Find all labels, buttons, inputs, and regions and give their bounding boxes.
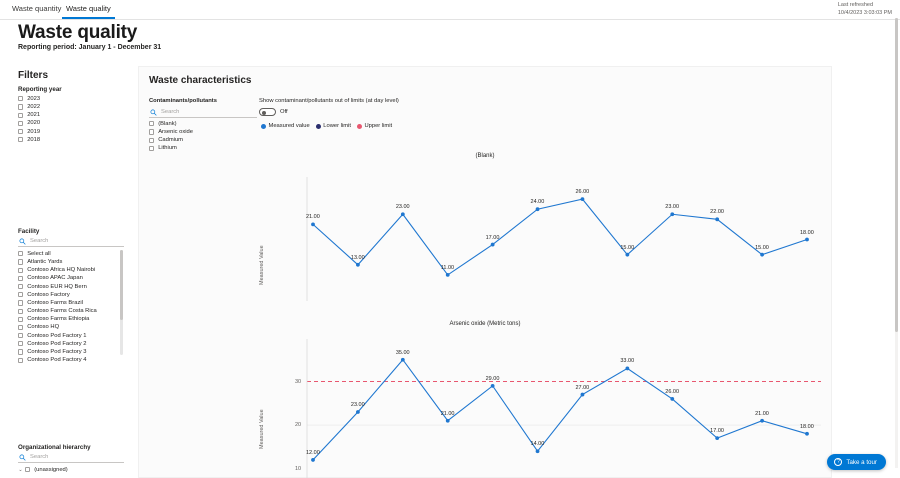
data-label: 18.00: [800, 423, 814, 430]
data-label: 17.00: [485, 234, 500, 241]
org-hierarchy-search-placeholder: Search: [30, 454, 49, 460]
legend-label: Lower limit: [323, 123, 351, 129]
facility-item-label: Contoso APAC Japan: [27, 275, 83, 282]
facility-item[interactable]: [18, 299, 97, 307]
facility-item[interactable]: [18, 340, 97, 348]
checkbox[interactable]: [18, 300, 23, 305]
checkbox[interactable]: [18, 104, 23, 109]
checkbox[interactable]: [18, 292, 23, 297]
contaminant-item[interactable]: [149, 136, 193, 144]
facility-item[interactable]: [18, 283, 97, 291]
checkbox[interactable]: [18, 349, 23, 354]
legend-color-dot: [357, 124, 362, 129]
facility-item[interactable]: [18, 324, 97, 332]
data-label: 24.00: [530, 199, 545, 206]
legend-color-dot: [261, 124, 266, 129]
search-icon: [18, 237, 27, 246]
facility-item-label: Contoso Farms Ethiopia: [27, 316, 90, 323]
facility-item[interactable]: [18, 258, 97, 266]
checkbox[interactable]: [18, 284, 23, 289]
data-label: 21.00: [440, 410, 455, 417]
tab-waste-quality[interactable]: Waste quality: [62, 2, 115, 19]
contaminant-item-label: (Blank): [158, 120, 177, 127]
contaminant-item[interactable]: [149, 128, 193, 136]
facility-item[interactable]: [18, 250, 97, 258]
reporting-year-item-label: 2019: [27, 128, 41, 135]
facility-item[interactable]: [18, 348, 97, 356]
last-refreshed-value: 10/4/2023 3:03:03 PM: [837, 10, 892, 16]
tab-bar: [0, 0, 900, 20]
y-tick-label: 20: [295, 422, 302, 429]
tab-waste-quantity[interactable]: Waste quantity: [12, 4, 62, 13]
facility-item-label: Contoso Africa HQ Nairobi: [27, 267, 96, 274]
reporting-year-item-label: 2022: [27, 103, 41, 110]
chart-2-y-axis-title: Measured Value: [259, 409, 265, 449]
data-label: 21.00: [306, 214, 320, 221]
legend-label: Upper limit: [364, 123, 393, 129]
contaminants-list[interactable]: [149, 120, 193, 153]
checkbox[interactable]: [149, 138, 154, 143]
page-subtitle: Reporting period: January 1 - December 31: [18, 44, 162, 51]
checkbox[interactable]: [18, 129, 23, 134]
data-label: 18.00: [800, 229, 814, 236]
contaminant-item-label: Cadmium: [158, 137, 183, 144]
facility-item[interactable]: [18, 291, 97, 299]
checkbox[interactable]: [18, 309, 23, 314]
out-of-limits-toggle-label: Show contaminant/pollutants out of limits (at day level): [259, 98, 399, 104]
checkbox[interactable]: [18, 113, 23, 118]
contaminants-search-placeholder: Search: [161, 109, 180, 115]
contaminant-item-label: Lithium: [158, 145, 177, 152]
checkbox[interactable]: [25, 467, 30, 472]
last-refreshed-label: Last refreshed: [837, 2, 874, 8]
contaminant-item-label: Arsenic oxide: [158, 128, 193, 135]
facility-search-input[interactable]: [18, 236, 124, 247]
page-scrollbar-thumb[interactable]: [895, 18, 898, 332]
checkbox[interactable]: [18, 317, 23, 322]
question-icon: ?: [834, 458, 842, 466]
data-label: 23.00: [665, 204, 680, 211]
checkbox[interactable]: [18, 259, 23, 264]
data-label: 11.00: [440, 264, 455, 271]
chart-2-title: Arsenic oxide (Metric tons): [449, 321, 521, 327]
toggle-knob: [262, 111, 266, 115]
facility-item-label: Contoso Pod Factory 1: [27, 332, 87, 339]
data-label: 23.00: [395, 204, 410, 211]
data-label: 17.00: [710, 428, 724, 435]
chart-legend[interactable]: [261, 123, 398, 129]
toggle-state-label: Off: [280, 109, 288, 115]
filter-org-hierarchy-label: Organizational hierarchy: [18, 444, 91, 451]
reporting-year-item-label: 2020: [27, 120, 41, 127]
facility-search-placeholder: Search: [30, 238, 49, 244]
search-icon: [149, 108, 158, 117]
data-label: 22.00: [710, 209, 724, 216]
facility-item-label: Contoso EUR HQ Bern: [27, 283, 87, 290]
filter-facility-list[interactable]: [18, 250, 97, 365]
data-label: 35.00: [395, 349, 410, 356]
y-tick-label: 10: [295, 465, 302, 472]
checkbox[interactable]: [149, 121, 154, 126]
data-label: 12.00: [306, 449, 320, 456]
checkbox[interactable]: [18, 121, 23, 126]
facility-item-label: Contoso Pod Factory 2: [27, 340, 87, 347]
checkbox[interactable]: [18, 341, 23, 346]
legend-color-dot: [316, 124, 321, 129]
checkbox[interactable]: [18, 358, 23, 363]
checkbox[interactable]: [18, 268, 23, 273]
facility-item[interactable]: [18, 307, 97, 315]
chart-1-plot: [139, 161, 833, 341]
reporting-year-item[interactable]: [18, 128, 40, 136]
facility-item-label: Contoso Farms Brazil: [27, 299, 83, 306]
data-label: 15.00: [755, 244, 769, 251]
legend-item[interactable]: [261, 123, 310, 129]
last-refreshed: [838, 1, 892, 17]
checkbox[interactable]: [18, 251, 23, 256]
reporting-year-item[interactable]: [18, 136, 40, 144]
filter-reporting-year-list[interactable]: [18, 95, 40, 144]
reporting-year-item[interactable]: [18, 120, 40, 128]
checkbox[interactable]: [18, 325, 23, 330]
data-label: 29.00: [485, 375, 500, 382]
chart-2-plot: [139, 329, 833, 478]
reporting-year-item-label: 2021: [27, 112, 41, 119]
data-label: 15.00: [620, 244, 635, 251]
checkbox[interactable]: [18, 137, 23, 142]
legend-item[interactable]: [316, 123, 351, 129]
reporting-year-item[interactable]: [18, 103, 40, 111]
waste-characteristics-card: [138, 66, 832, 478]
search-icon: [18, 453, 27, 462]
take-a-tour-label: Take a tour: [846, 458, 877, 466]
contaminant-item[interactable]: [149, 120, 193, 128]
checkbox[interactable]: [18, 276, 23, 281]
chevron-down-icon[interactable]: ⌄: [18, 466, 23, 473]
facility-item-label: Contoso Farms Costa Rica: [27, 308, 97, 315]
facility-item[interactable]: [18, 266, 97, 274]
legend-label: Measured value: [268, 123, 310, 129]
checkbox[interactable]: [149, 146, 154, 151]
reporting-year-item-label: 2023: [27, 95, 41, 102]
reporting-year-item-label: 2018: [27, 136, 41, 143]
contaminant-item[interactable]: [149, 145, 193, 153]
card-title: Waste characteristics: [149, 75, 252, 86]
facility-item-label: Contoso Pod Factory 4: [27, 357, 87, 364]
facility-item-label: Contoso Pod Factory 3: [27, 349, 87, 356]
data-label: 13.00: [350, 254, 365, 261]
org-hierarchy-item-label: (unassigned): [34, 466, 68, 473]
data-label: 21.00: [755, 410, 769, 417]
chart-1-title: (Blank): [475, 153, 495, 159]
org-hierarchy-item-unassigned[interactable]: [18, 466, 68, 474]
facility-scrollbar-thumb[interactable]: [120, 250, 123, 320]
facility-item[interactable]: [18, 356, 97, 364]
data-label: 26.00: [575, 189, 590, 196]
data-label: 14.00: [530, 441, 545, 448]
page-title: Waste quality: [18, 22, 138, 43]
take-a-tour-button[interactable]: [827, 454, 886, 470]
facility-item-label: Contoso HQ: [27, 324, 60, 331]
data-label: 23.00: [350, 402, 365, 408]
checkbox[interactable]: [149, 129, 154, 134]
facility-item[interactable]: [18, 316, 97, 324]
org-hierarchy-search-input[interactable]: [18, 452, 124, 463]
contaminants-search-input[interactable]: [149, 107, 257, 118]
data-label: 33.00: [620, 358, 635, 365]
legend-item[interactable]: [357, 123, 392, 129]
filters-title: Filters: [18, 70, 49, 81]
facility-item-label: Atlantic Yards: [27, 258, 63, 265]
filter-facility-label: Facility: [18, 228, 40, 235]
data-label: 27.00: [575, 384, 590, 391]
chart-1-y-axis-title: Measured Value: [259, 245, 265, 285]
out-of-limits-toggle[interactable]: [259, 108, 288, 116]
facility-item-label: Select all: [27, 250, 51, 257]
reporting-year-item[interactable]: [18, 95, 40, 103]
checkbox[interactable]: [18, 333, 23, 338]
checkbox[interactable]: [18, 96, 23, 101]
filter-reporting-year-label: Reporting year: [18, 86, 62, 93]
toggle-switch[interactable]: [259, 108, 276, 116]
facility-item[interactable]: [18, 332, 97, 340]
facility-item-label: Contoso Factory: [27, 291, 70, 298]
contaminants-label: Contaminants/pollutants: [149, 98, 217, 104]
data-label: 26.00: [665, 388, 680, 395]
facility-item[interactable]: [18, 275, 97, 283]
reporting-year-item[interactable]: [18, 111, 40, 119]
y-tick-label: 30: [295, 378, 302, 385]
